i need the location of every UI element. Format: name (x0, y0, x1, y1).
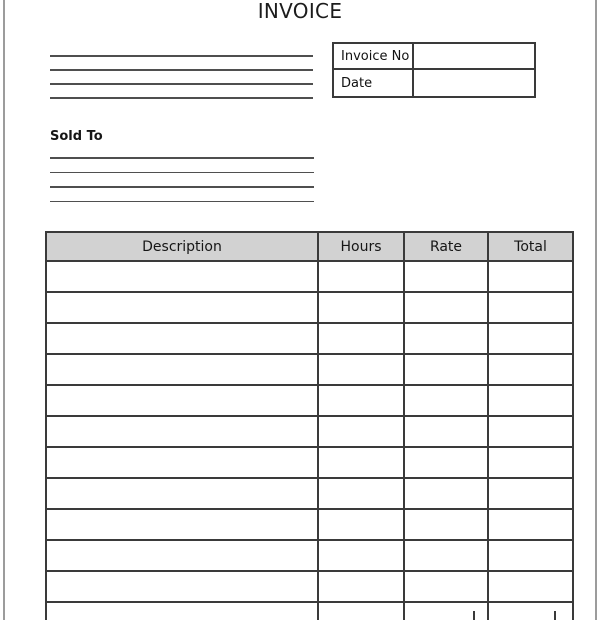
item-cell[interactable] (318, 354, 404, 385)
item-row (46, 292, 573, 323)
sold-to-write-line[interactable] (50, 201, 314, 203)
totals-box-divider-stub (473, 611, 475, 620)
page-frame-right-line (595, 0, 597, 620)
seller-write-line[interactable] (50, 83, 313, 85)
date-value-field[interactable] (414, 70, 534, 96)
item-cell[interactable] (404, 509, 488, 540)
item-cell[interactable] (488, 354, 573, 385)
item-cell[interactable] (404, 602, 488, 620)
item-cell[interactable] (488, 261, 573, 292)
column-header-rate: Rate (404, 232, 488, 261)
item-row (46, 416, 573, 447)
page-frame-left-line (3, 0, 5, 620)
column-header-description: Description (46, 232, 318, 261)
item-cell[interactable] (318, 416, 404, 447)
item-cell[interactable] (404, 385, 488, 416)
item-cell[interactable] (318, 540, 404, 571)
item-cell[interactable] (318, 323, 404, 354)
item-row (46, 447, 573, 478)
sold-to-write-line[interactable] (50, 157, 314, 159)
sold-to-write-line[interactable] (50, 186, 314, 188)
item-row (46, 571, 573, 602)
item-cell[interactable] (488, 416, 573, 447)
item-cell[interactable] (488, 571, 573, 602)
item-cell[interactable] (404, 478, 488, 509)
page-title: INVOICE (257, 0, 343, 23)
sold-to-blank-lines (50, 157, 314, 215)
item-cell[interactable] (46, 509, 318, 540)
item-row (46, 323, 573, 354)
invoice-no-value-field[interactable] (414, 44, 534, 70)
item-cell[interactable] (46, 602, 318, 620)
item-cell[interactable] (404, 571, 488, 602)
seller-write-line[interactable] (50, 97, 313, 99)
item-cell[interactable] (318, 509, 404, 540)
column-header-hours: Hours (318, 232, 404, 261)
seller-write-line[interactable] (50, 55, 313, 57)
item-cell[interactable] (318, 385, 404, 416)
header-row (46, 232, 573, 261)
item-row (46, 478, 573, 509)
item-cell[interactable] (318, 571, 404, 602)
line-items-header (46, 232, 573, 261)
item-cell[interactable] (404, 292, 488, 323)
item-cell[interactable] (46, 416, 318, 447)
item-cell[interactable] (488, 602, 573, 620)
line-items-table (45, 231, 574, 620)
item-cell[interactable] (318, 478, 404, 509)
column-header-total: Total (488, 232, 573, 261)
invoice-meta-box (332, 42, 536, 98)
item-cell[interactable] (488, 478, 573, 509)
item-cell[interactable] (404, 416, 488, 447)
item-cell[interactable] (404, 354, 488, 385)
item-cell[interactable] (488, 323, 573, 354)
item-cell[interactable] (488, 292, 573, 323)
item-cell[interactable] (404, 261, 488, 292)
item-cell[interactable] (46, 354, 318, 385)
item-cell[interactable] (404, 323, 488, 354)
item-cell[interactable] (46, 292, 318, 323)
item-cell[interactable] (46, 540, 318, 571)
item-cell[interactable] (318, 602, 404, 620)
item-cell[interactable] (46, 261, 318, 292)
seller-info-blank-lines (50, 55, 313, 111)
item-cell[interactable] (488, 540, 573, 571)
item-row (46, 261, 573, 292)
item-cell[interactable] (318, 292, 404, 323)
totals-box-right-edge-stub (554, 611, 556, 620)
item-cell[interactable] (404, 540, 488, 571)
item-cell[interactable] (46, 571, 318, 602)
item-cell[interactable] (46, 447, 318, 478)
item-row (46, 354, 573, 385)
item-row (46, 509, 573, 540)
invoice-no-label: Invoice No (334, 44, 414, 70)
item-cell[interactable] (46, 385, 318, 416)
item-cell[interactable] (318, 261, 404, 292)
item-cell[interactable] (488, 509, 573, 540)
item-row (46, 602, 573, 620)
item-cell[interactable] (46, 323, 318, 354)
item-row (46, 540, 573, 571)
line-items-body (46, 261, 573, 620)
item-cell[interactable] (46, 478, 318, 509)
seller-write-line[interactable] (50, 69, 313, 71)
item-cell[interactable] (318, 447, 404, 478)
date-label: Date (334, 70, 414, 96)
item-row (46, 385, 573, 416)
sold-to-write-line[interactable] (50, 172, 314, 174)
item-cell[interactable] (404, 447, 488, 478)
sold-to-label: Sold To (50, 129, 103, 144)
item-cell[interactable] (488, 447, 573, 478)
item-cell[interactable] (488, 385, 573, 416)
